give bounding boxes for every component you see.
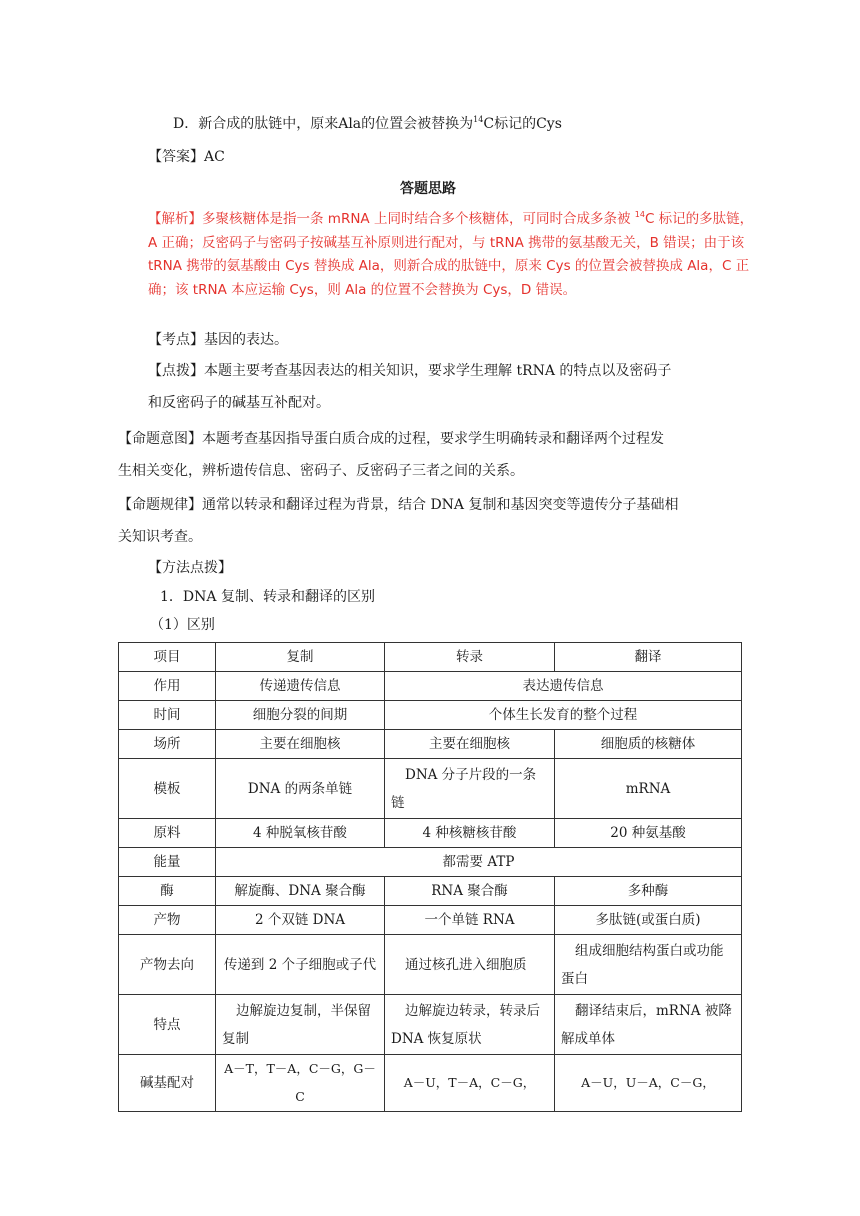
intent-line-1: 【命题意图】本题考查基因指导蛋白质合成的过程，要求学生明确转录和翻译两个过程发 (118, 431, 664, 447)
table-cell: RNA 聚合酶 (385, 877, 555, 906)
table-row (119, 1055, 742, 1112)
table-row (119, 701, 742, 730)
table-row (119, 819, 742, 848)
table-cell: DNA 的两条单链 (216, 759, 385, 819)
header-cell: 复制 (216, 643, 385, 672)
table-cell: 边解旋边复制，半保留复制 (216, 995, 385, 1055)
table-row (119, 759, 742, 819)
row-label: 场所 (119, 730, 216, 759)
table-row (119, 848, 742, 877)
intent-line-2: 生相关变化，辨析遗传信息、密码子、反密码子三者之间的关系。 (118, 463, 524, 479)
option-d-suffix: C标记的Cys (483, 116, 562, 132)
table-row (119, 995, 742, 1055)
option-d-prefix: D．新合成的肽链中，原来Ala的位置会被替换为 (173, 116, 474, 132)
table-cell: 翻译结束后，mRNA 被降解成单体 (555, 995, 742, 1055)
row-label: 能量 (119, 848, 216, 877)
table-cell: 主要在细胞核 (216, 730, 385, 759)
answer-line: 【答案】AC (148, 149, 225, 165)
dianbo-line-2: 和反密码子的碱基互补配对。 (148, 395, 330, 411)
table-cell: 多种酶 (555, 877, 742, 906)
row-label: 碱基配对 (119, 1055, 216, 1112)
table-cell: 边解旋边转录，转录后 DNA 恢复原状 (385, 995, 555, 1055)
row-label: 产物去向 (119, 935, 216, 995)
table-cell: 通过核孔进入细胞质 (385, 935, 555, 995)
table-cell: 细胞质的核糖体 (555, 730, 742, 759)
table-cell: 都需要 ATP (216, 848, 742, 877)
list-item-1-1: （1）区别 (150, 617, 215, 633)
analysis-paragraph (148, 203, 758, 302)
table-cell: 4 种核糖核苷酸 (385, 819, 555, 848)
method-heading: 【方法点拨】 (148, 560, 232, 576)
kaodian-line: 【考点】基因的表达。 (148, 332, 288, 348)
list-item-1: 1．DNA 复制、转录和翻译的区别 (160, 589, 375, 605)
header-cell: 翻译 (555, 643, 742, 672)
table-cell: A－U，T－A，C－G， (385, 1055, 555, 1112)
table-cell: 组成细胞结构蛋白或功能蛋白 (555, 935, 742, 995)
analysis-superscript: 14 (634, 210, 645, 219)
table-cell: A－T，T－A，C－G，G－C (216, 1055, 385, 1112)
table-cell: 细胞分裂的间期 (216, 701, 385, 730)
table-row (119, 906, 742, 935)
table-cell: 传递到 2 个子细胞或子代 (216, 935, 385, 995)
row-label: 产物 (119, 906, 216, 935)
table-row (119, 935, 742, 995)
row-label: 作用 (119, 672, 216, 701)
pattern-line-2: 关知识考查。 (118, 529, 202, 545)
analysis-text-2: C 标记的多肽链，A 正确；反密码子与密码子按碱基互补原则进行配对，与 tRNA 携带的氨基酸无关，B 错误；由于该 tRNA 携带的氨基酸由 Cys 替换成 Ala，则新合成的肽链中，原来 Cys 的位置会被替换成 Ala，C 正确；该 tRNA 本应运输 Cys，则 Ala 的位置不会替换为 Cys，D 错误。 (148, 211, 754, 298)
table-cell: 一个单链 RNA (385, 906, 555, 935)
row-label: 原料 (119, 819, 216, 848)
comparison-table (118, 642, 742, 1112)
section-title: 答题思路 (400, 181, 456, 197)
pattern-line-1: 【命题规律】通常以转录和翻译过程为背景，结合 DNA 复制和基因突变等遗传分子基础相 (118, 497, 679, 513)
row-label: 模板 (119, 759, 216, 819)
table-cell: 2 个双链 DNA (216, 906, 385, 935)
table-cell: 多肽链(或蛋白质) (555, 906, 742, 935)
analysis-tag: 【解析】 (148, 211, 202, 227)
row-label: 酶 (119, 877, 216, 906)
table-row (119, 730, 742, 759)
table-cell: 4 种脱氧核苷酸 (216, 819, 385, 848)
dianbo-line-1: 【点拨】本题主要考查基因表达的相关知识，要求学生理解 tRNA 的特点以及密码子 (148, 363, 672, 379)
table-cell: mRNA (555, 759, 742, 819)
table-cell: DNA 分子片段的一条链 (385, 759, 555, 819)
table-cell: 个体生长发育的整个过程 (385, 701, 742, 730)
table-cell: 表达遗传信息 (385, 672, 742, 701)
header-cell: 转录 (385, 643, 555, 672)
table-row (119, 672, 742, 701)
table-header-row (119, 643, 742, 672)
option-d (173, 113, 562, 133)
analysis-text-1: 多聚核糖体是指一条 mRNA 上同时结合多个核糖体，可同时合成多条被 (202, 211, 635, 227)
row-label: 特点 (119, 995, 216, 1055)
row-label: 时间 (119, 701, 216, 730)
table-cell: 主要在细胞核 (385, 730, 555, 759)
table-cell: 传递遗传信息 (216, 672, 385, 701)
table-cell: 20 种氨基酸 (555, 819, 742, 848)
table-cell: 解旋酶、DNA 聚合酶 (216, 877, 385, 906)
option-d-superscript: 14 (473, 115, 484, 124)
table-row (119, 877, 742, 906)
header-cell: 项目 (119, 643, 216, 672)
table-cell: A－U，U－A，C－G， (555, 1055, 742, 1112)
